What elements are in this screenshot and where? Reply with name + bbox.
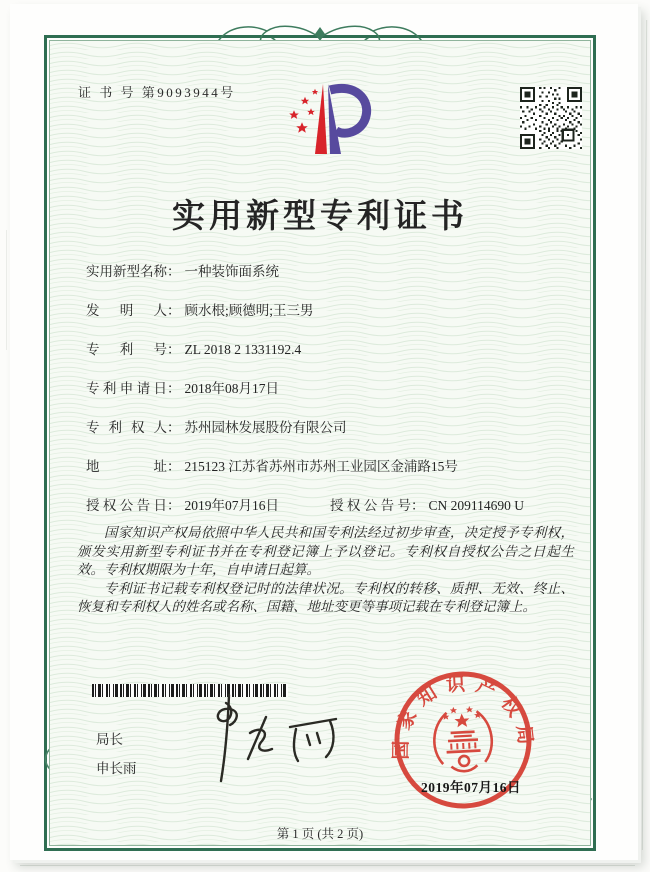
field-value: 215123 江苏省苏州市苏州工业园区金浦路15号 (184, 459, 458, 474)
field-colon: ： (167, 459, 181, 474)
field-colon: ： (167, 381, 181, 396)
field-label: 专利号 (86, 342, 167, 357)
page-footer: 第 1 页 (共 2 页) (276, 827, 364, 841)
certificate-title: 实用新型专利证书 (172, 199, 468, 235)
certificate-border-frame (44, 35, 596, 851)
seal-date: 2019年07月16日 (421, 780, 521, 795)
field-value: ZL 2018 2 1331192.4 (184, 342, 302, 357)
field-value: 顾水根;顾德明;王三男 (184, 303, 314, 318)
field-colon: ： (167, 498, 181, 513)
field-colon: ： (167, 303, 181, 318)
page-stack-edge-right (642, 20, 647, 850)
grant-number-pair (330, 494, 524, 514)
signer-name: 申长雨 (96, 761, 137, 776)
field-colon: ： (411, 498, 425, 513)
legal-paragraph-1: 国家知识产权局依照中华人民共和国专利法经过初步审查，决定授予专利权，颁发实用新型专利证书并在专利登记簿上予以登记。专利权自授权公告之日起生效。专利权期限为十年，自申请日起算。 (77, 525, 574, 578)
field-value: CN 209114690 U (428, 498, 525, 513)
certificate-inner-area (49, 40, 591, 846)
qr-code-icon (520, 87, 582, 149)
field-value: 2019年07月16日 (184, 498, 279, 513)
legal-text (77, 524, 574, 617)
certificate-number: 证 书 号 第9093944号 (78, 85, 236, 100)
page-stack-edge-left (6, 230, 7, 350)
field-row-address (86, 455, 458, 475)
seal-text: 国家知识产权局 (391, 673, 537, 760)
certificate-content (50, 41, 590, 845)
page-stack-edge-bottom (20, 865, 635, 866)
grant-date-pair (86, 498, 279, 513)
certificate-sheet (10, 4, 638, 860)
field-row-patent-number (86, 338, 301, 358)
field-row-grant (86, 494, 590, 514)
signer-title: 局长 (96, 732, 123, 747)
field-row-inventors (86, 299, 314, 319)
signature-icon (190, 689, 360, 787)
field-label: 授权公告日 (86, 498, 167, 513)
field-colon: ： (167, 264, 181, 279)
field-row-patentee (86, 416, 347, 436)
field-colon: ： (167, 342, 181, 357)
legal-paragraph-2: 专利证书记载专利权登记时的法律状况。专利权的转移、质押、无效、终止、恢复和专利权人的姓名或名称、国籍、地址变更等事项记载在专利登记簿上。 (77, 580, 574, 615)
field-label: 发明人 (86, 303, 167, 318)
ornament-center-diamond (315, 27, 325, 41)
field-label: 专利权人 (86, 420, 167, 435)
field-label: 专利申请日 (86, 381, 167, 396)
field-label: 实用新型名称 (86, 264, 167, 279)
signer-block (96, 725, 137, 783)
field-label: 地址 (86, 459, 167, 474)
field-label: 授权公告号 (330, 498, 411, 513)
field-row-filing-date (86, 377, 279, 397)
field-value: 2018年08月17日 (184, 381, 279, 396)
field-value: 一种装饰面系统 (184, 264, 279, 279)
field-value: 苏州园林发展股份有限公司 (184, 420, 347, 435)
cnipa-patent-logo-icon (280, 80, 375, 158)
field-row-name (86, 260, 279, 280)
field-colon: ： (167, 420, 181, 435)
